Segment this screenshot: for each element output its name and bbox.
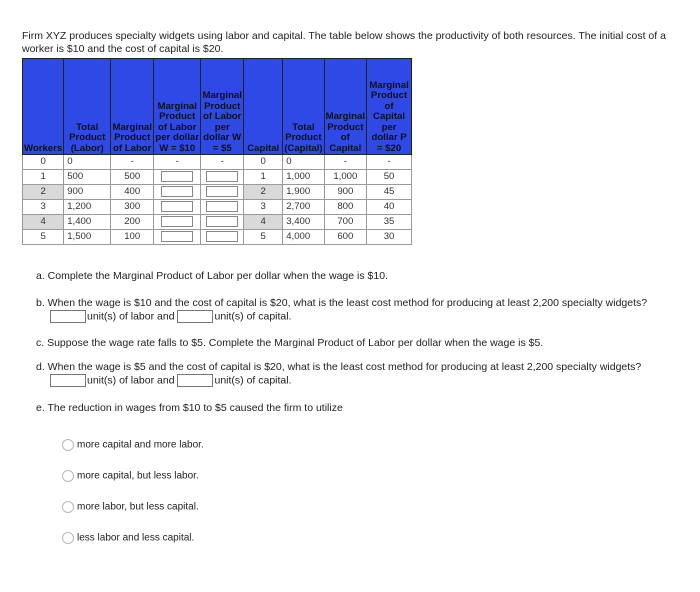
mpl-5-input[interactable] bbox=[206, 216, 238, 227]
mpc-20-cell: 45 bbox=[367, 185, 412, 200]
header-total-product-labor: Total Product (Labor) bbox=[64, 59, 111, 155]
header-mpl-per-dollar-10: Marginal Product of Labor per dollar W = $10 bbox=[154, 59, 201, 155]
workers-cell: 5 bbox=[23, 230, 64, 245]
mp-capital-cell: 800 bbox=[324, 200, 366, 215]
option-label: less labor and less capital. bbox=[77, 532, 195, 544]
tp-labor-cell: 500 bbox=[64, 170, 111, 185]
question-a: a. Complete the Marginal Product of Labor per dollar when the wage is $10. bbox=[36, 270, 388, 282]
mpl-5-input[interactable] bbox=[206, 201, 238, 212]
tp-labor-cell: 900 bbox=[64, 185, 111, 200]
answer-b-capital-input[interactable] bbox=[177, 310, 213, 323]
tp-labor-cell: 1,500 bbox=[64, 230, 111, 245]
tp-labor-cell: 1,400 bbox=[64, 215, 111, 230]
productivity-table bbox=[22, 58, 412, 245]
radio-button[interactable] bbox=[62, 501, 74, 513]
mpl-5-cell: - bbox=[201, 155, 244, 170]
mpl-10-input[interactable] bbox=[161, 201, 193, 212]
question-b bbox=[36, 297, 686, 323]
mpc-20-cell: 35 bbox=[367, 215, 412, 230]
mpl-5-input-cell[interactable] bbox=[201, 185, 244, 200]
option-more-labor-less-capital[interactable] bbox=[62, 501, 199, 513]
mpl-5-input[interactable] bbox=[206, 171, 238, 182]
mp-capital-cell: - bbox=[324, 155, 366, 170]
question-d bbox=[36, 361, 686, 387]
mpl-10-input-cell[interactable] bbox=[154, 200, 201, 215]
header-workers: Workers bbox=[23, 59, 64, 155]
mp-labor-cell: - bbox=[111, 155, 154, 170]
question-d-text: d. When the wage is $5 and the cost of capital is $20, what is the least cost method for producing at least 2,200 specialty widgets? bbox=[36, 361, 642, 373]
header-mpc-per-dollar-20: Marginal Product of Capital per dollar P = $20 bbox=[367, 59, 412, 155]
capital-cell: 2 bbox=[244, 185, 283, 200]
radio-button[interactable] bbox=[62, 439, 74, 451]
mp-labor-cell: 500 bbox=[111, 170, 154, 185]
header-total-product-capital: Total Product (Capital) bbox=[283, 59, 324, 155]
header-marginal-product-labor: Marginal Product of Labor bbox=[111, 59, 154, 155]
mp-capital-cell: 900 bbox=[324, 185, 366, 200]
capital-cell: 3 bbox=[244, 200, 283, 215]
mpl-5-input-cell[interactable] bbox=[201, 200, 244, 215]
mp-capital-cell: 600 bbox=[324, 230, 366, 245]
option-label: more capital, but less labor. bbox=[77, 470, 199, 482]
question-e: e. The reduction in wages from $10 to $5 caused the firm to utilize bbox=[36, 402, 343, 414]
option-more-capital-less-labor[interactable] bbox=[62, 470, 199, 482]
tp-capital-cell: 4,000 bbox=[283, 230, 324, 245]
tp-capital-cell: 0 bbox=[283, 155, 324, 170]
mpl-10-input-cell[interactable] bbox=[154, 185, 201, 200]
mpl-5-input-cell[interactable] bbox=[201, 230, 244, 245]
table-header-row bbox=[23, 59, 412, 155]
mpc-20-cell: 40 bbox=[367, 200, 412, 215]
mpl-10-input-cell[interactable] bbox=[154, 215, 201, 230]
capital-cell: 0 bbox=[244, 155, 283, 170]
tp-capital-cell: 2,700 bbox=[283, 200, 324, 215]
mpc-20-cell: 50 bbox=[367, 170, 412, 185]
capital-cell: 4 bbox=[244, 215, 283, 230]
workers-cell: 1 bbox=[23, 170, 64, 185]
option-more-capital-more-labor[interactable] bbox=[62, 439, 204, 451]
capital-cell: 1 bbox=[244, 170, 283, 185]
table-row bbox=[23, 230, 412, 245]
table-row bbox=[23, 155, 412, 170]
answer-b-capital-label: unit(s) of capital. bbox=[214, 310, 292, 323]
mp-labor-cell: 400 bbox=[111, 185, 154, 200]
header-capital: Capital bbox=[244, 59, 283, 155]
header-mpl-per-dollar-5: Marginal Product of Labor per dollar W = $5 bbox=[201, 59, 244, 155]
mpl-10-input[interactable] bbox=[161, 171, 193, 182]
radio-button[interactable] bbox=[62, 532, 74, 544]
answer-d-capital-label: unit(s) of capital. bbox=[214, 374, 292, 387]
mpl-5-input[interactable] bbox=[206, 231, 238, 242]
answer-b-labor-input[interactable] bbox=[50, 310, 86, 323]
header-marginal-product-capital: Marginal Product of Capital bbox=[324, 59, 366, 155]
option-label: more capital and more labor. bbox=[77, 439, 204, 451]
question-b-answer-line bbox=[36, 310, 686, 323]
table-row bbox=[23, 170, 412, 185]
mp-labor-cell: 100 bbox=[111, 230, 154, 245]
answer-d-labor-label: unit(s) of labor and bbox=[87, 374, 175, 387]
problem-intro: Firm XYZ produces specialty widgets using labor and capital. The table below shows the productivity of both resources. The initial cost of a worker is $10 and the cost of capital is $20. bbox=[22, 30, 666, 55]
capital-cell: 5 bbox=[244, 230, 283, 245]
question-b-text: b. When the wage is $10 and the cost of capital is $20, what is the least cost method for producing at least 2,200 specialty widgets? bbox=[36, 297, 648, 309]
tp-capital-cell: 1,000 bbox=[283, 170, 324, 185]
mp-labor-cell: 300 bbox=[111, 200, 154, 215]
option-label: more labor, but less capital. bbox=[77, 501, 199, 513]
tp-labor-cell: 0 bbox=[64, 155, 111, 170]
option-less-labor-less-capital[interactable] bbox=[62, 532, 194, 544]
mp-labor-cell: 200 bbox=[111, 215, 154, 230]
table-row bbox=[23, 200, 412, 215]
answer-d-capital-input[interactable] bbox=[177, 374, 213, 387]
mpl-10-input[interactable] bbox=[161, 231, 193, 242]
question-c: c. Suppose the wage rate falls to $5. Complete the Marginal Product of Labor per dollar when the wage is $5. bbox=[36, 337, 544, 349]
workers-cell: 2 bbox=[23, 185, 64, 200]
mpc-20-cell: - bbox=[367, 155, 412, 170]
mpl-10-input-cell[interactable] bbox=[154, 170, 201, 185]
mpl-10-input[interactable] bbox=[161, 186, 193, 197]
mpl-10-input-cell[interactable] bbox=[154, 230, 201, 245]
table-row bbox=[23, 215, 412, 230]
mpl-5-input[interactable] bbox=[206, 186, 238, 197]
tp-capital-cell: 1,900 bbox=[283, 185, 324, 200]
mpl-10-input[interactable] bbox=[161, 216, 193, 227]
radio-button[interactable] bbox=[62, 470, 74, 482]
answer-b-labor-label: unit(s) of labor and bbox=[87, 310, 175, 323]
tp-labor-cell: 1,200 bbox=[64, 200, 111, 215]
mp-capital-cell: 1,000 bbox=[324, 170, 366, 185]
tp-capital-cell: 3,400 bbox=[283, 215, 324, 230]
workers-cell: 0 bbox=[23, 155, 64, 170]
table-row bbox=[23, 185, 412, 200]
mpl-10-cell: - bbox=[154, 155, 201, 170]
mpc-20-cell: 30 bbox=[367, 230, 412, 245]
workers-cell: 4 bbox=[23, 215, 64, 230]
answer-d-labor-input[interactable] bbox=[50, 374, 86, 387]
mpl-5-input-cell[interactable] bbox=[201, 215, 244, 230]
mp-capital-cell: 700 bbox=[324, 215, 366, 230]
question-d-answer-line bbox=[36, 374, 686, 387]
mpl-5-input-cell[interactable] bbox=[201, 170, 244, 185]
workers-cell: 3 bbox=[23, 200, 64, 215]
